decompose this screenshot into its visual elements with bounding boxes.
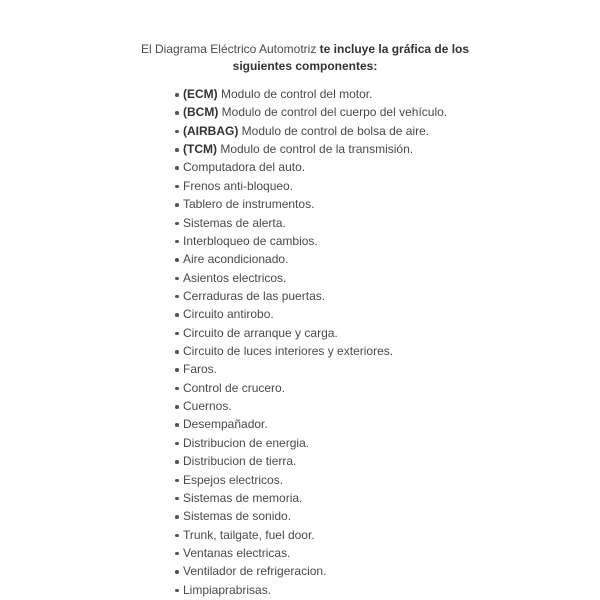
item-text: Modulo de control de bolsa de aire. (238, 123, 430, 138)
item-text: Distribucion de tierra. (183, 454, 297, 469)
list-item (183, 103, 447, 121)
list-item (183, 342, 447, 360)
item-text: Modulo de control de la transmisión. (216, 142, 414, 157)
item-code: (AIRBAG) (183, 123, 239, 138)
item-text: Aire acondicionado. (183, 252, 289, 267)
list-item (183, 434, 447, 452)
item-text: Circuito de luces interiores y exteriores. (183, 344, 394, 359)
item-code: (BCM) (183, 105, 219, 120)
item-text: Frenos anti-bloqueo. (183, 178, 294, 193)
item-text: Faros. (183, 362, 218, 377)
item-text: Computadora del auto. (183, 160, 306, 175)
list-item (183, 214, 447, 232)
list-item (183, 489, 447, 507)
list-item (183, 544, 447, 562)
intro-bold: te incluye la gráfica de los siguientes componentes: (232, 42, 470, 73)
item-text: Circuito antirobo. (183, 307, 274, 322)
list-item (183, 581, 447, 599)
intro-paragraph (130, 41, 480, 75)
item-text: Ventilador de refrigeracion. (183, 564, 327, 579)
list-item (183, 158, 447, 176)
list-item (183, 526, 447, 544)
list-item (183, 397, 447, 415)
list-item (183, 562, 447, 580)
item-text: Distribucion de energia. (183, 435, 310, 450)
list-item (183, 415, 447, 433)
list-item (183, 305, 447, 323)
item-text: Sistemas de alerta. (183, 215, 286, 230)
list-item (183, 232, 447, 250)
intro-plain: El Diagrama Eléctrico Automotriz (140, 42, 320, 56)
item-text: Cuernos. (183, 399, 232, 414)
item-text: Limpiaprabrisas. (183, 582, 272, 597)
list-item (183, 287, 447, 305)
list-item (183, 360, 447, 378)
item-text: Espejos electricos. (183, 472, 284, 487)
list-item (183, 85, 447, 103)
list-item (183, 195, 447, 213)
list-item (183, 250, 447, 268)
item-text: Modulo de control del cuerpo del vehículo. (218, 105, 448, 120)
item-code: (ECM) (183, 87, 218, 101)
item-text: Modulo de control del motor. (217, 87, 373, 101)
item-text: Tablero de instrumentos. (183, 197, 315, 212)
list-item (183, 452, 447, 470)
item-text: Trunk, tailgate, fuel door. (183, 527, 315, 542)
list-item (183, 507, 447, 525)
list-item (183, 471, 447, 489)
item-code: (TCM) (183, 142, 217, 157)
item-text: Circuito de arranque y carga. (183, 325, 338, 340)
item-text: Interbloqueo de cambios. (183, 233, 318, 248)
item-text: Sistemas de memoria. (183, 490, 303, 505)
components-list (183, 85, 447, 599)
item-text: Control de crucero. (183, 380, 286, 395)
list-item (183, 379, 447, 397)
list-item (183, 177, 447, 195)
list-item (183, 122, 447, 140)
item-text: Ventanas electricas. (183, 545, 291, 560)
item-text: Sistemas de sonido. (183, 509, 292, 524)
list-item (183, 140, 447, 158)
list-item (183, 324, 447, 342)
list-item (183, 269, 447, 287)
item-text: Asientos electricos. (183, 270, 287, 285)
item-text: Desempañador. (183, 417, 268, 432)
item-text: Cerraduras de las puertas. (183, 288, 326, 303)
